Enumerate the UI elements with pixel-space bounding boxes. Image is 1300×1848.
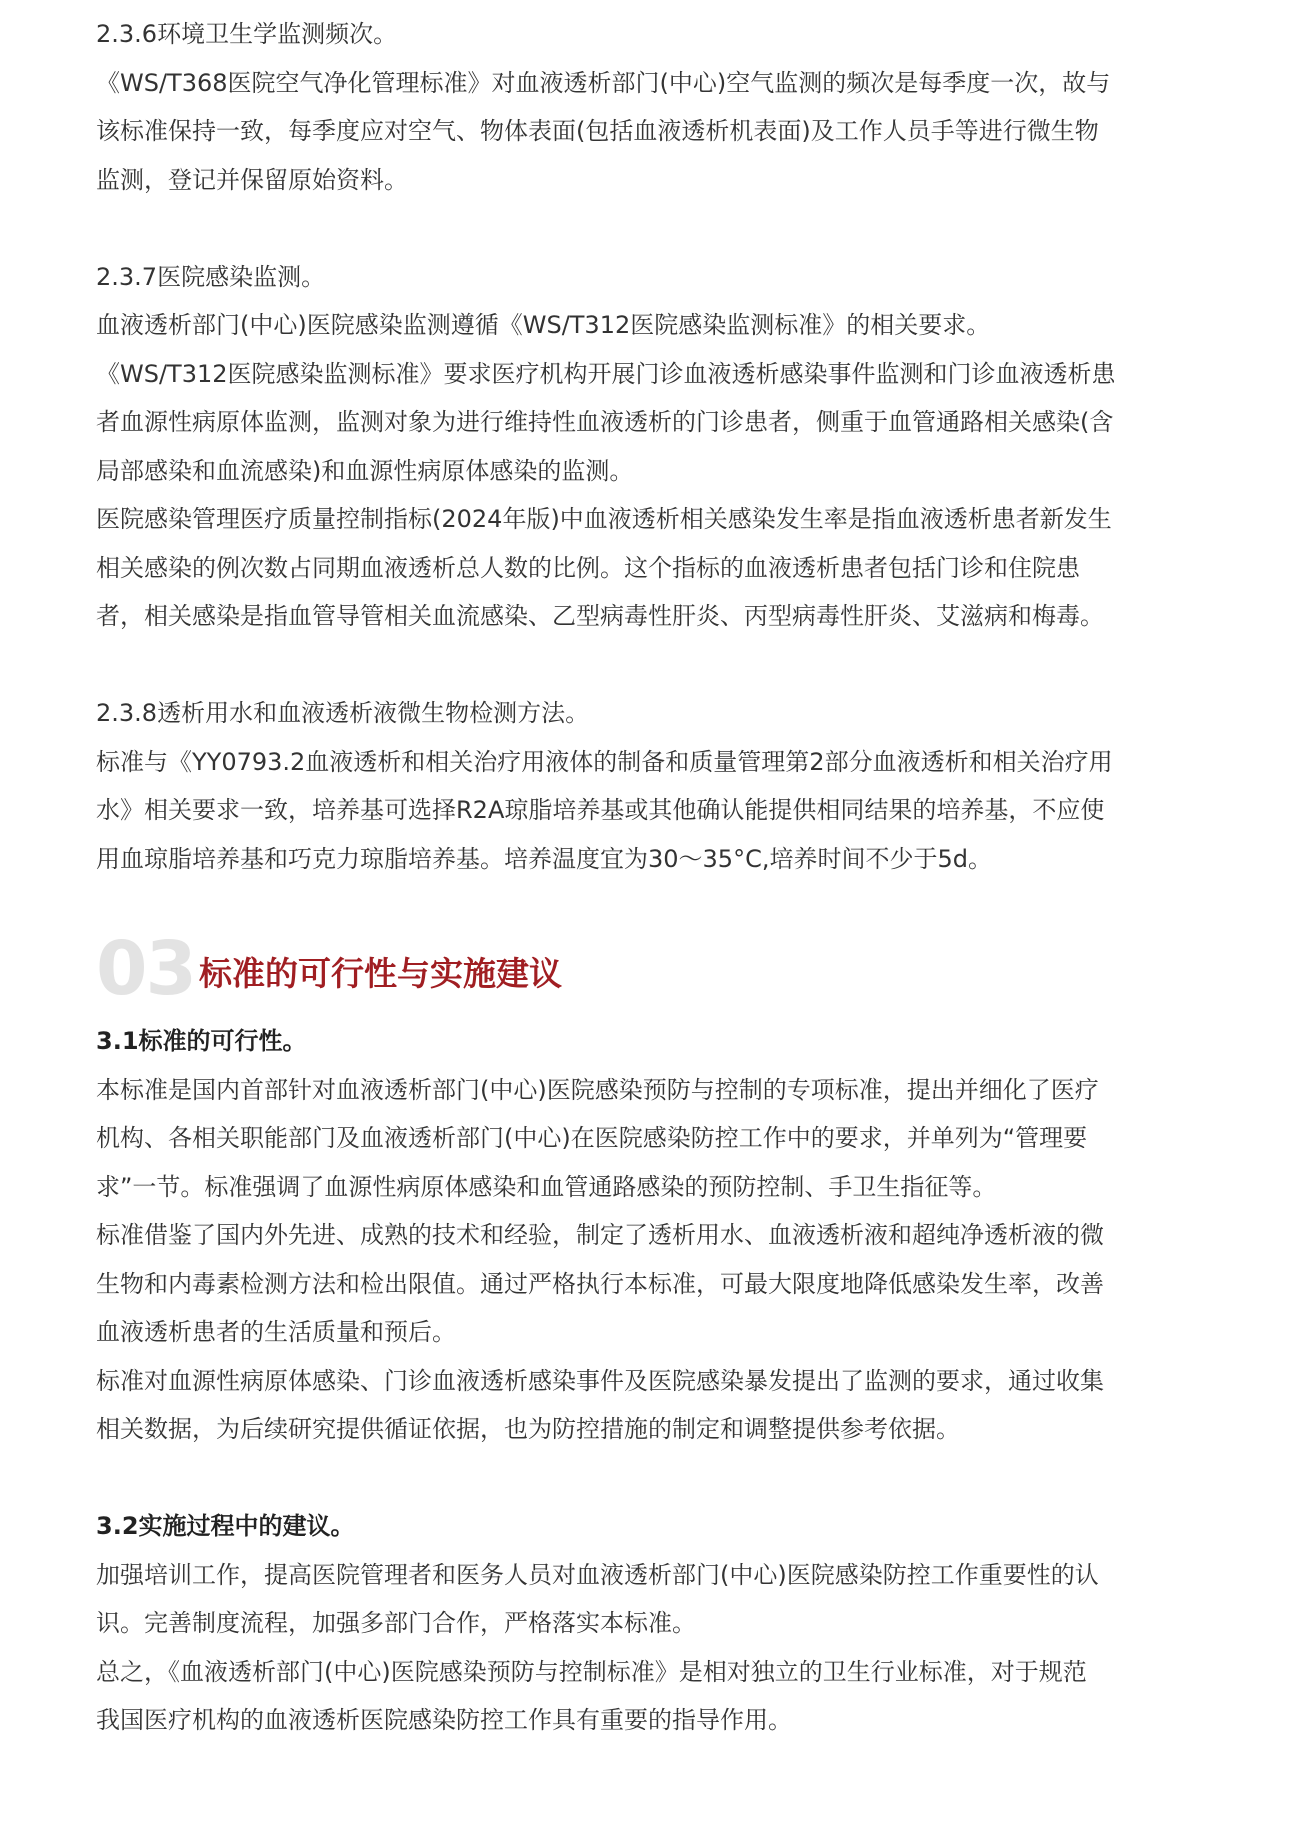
section-heading: 2.3.6环境卫生学监测频次。 [96, 20, 398, 48]
text-line: 求”一节。标准强调了血源性病原体感染和血管通路感染的预防控制、手卫生指征等。 [96, 1172, 997, 1201]
text-line: 局部感染和血流感染)和血源性病原体感染的监测。 [96, 456, 634, 485]
text-line: 标准借鉴了国内外先进、成熟的技术和经验，制定了透析用水、血液透析液和超纯净透析液的微 [96, 1221, 1104, 1249]
text-line: 《WS/T368医院空气净化管理标准》对血液透析部门(中心)空气监测的频次是每季度一次，故与 [96, 68, 1111, 97]
paragraph-spacer [96, 641, 1206, 690]
text-line: 血液透析部门(中心)医院感染监测遵循《WS/T312医院感染监测标准》的相关要求。 [96, 311, 991, 339]
text-line: 者血源性病原体监测，监测对象为进行维持性血液透析的门诊患者，侧重于血管通路相关感染(含 [96, 408, 1114, 436]
section-2-3-7 [96, 253, 1206, 641]
text-line: 《WS/T312医院感染监测标准》要求医疗机构开展门诊血液透析感染事件监测和门诊血液透析患 [96, 359, 1116, 388]
section-3-1 [96, 1017, 1206, 1454]
text-line: 总之，《血液透析部门(中心)医院感染预防与控制标准》是相对独立的卫生行业标准，对于规范 [96, 1657, 1087, 1686]
text-line: 机构、各相关职能部门及血液透析部门(中心)在医院感染防控工作中的要求，并单列为“管理要 [96, 1124, 1088, 1152]
text-line: 血液透析患者的生活质量和预后。 [96, 1318, 456, 1346]
section-03-header [96, 921, 1206, 1017]
text-line: 我国医疗机构的血液透析医院感染防控工作具有重要的指导作用。 [96, 1706, 792, 1734]
paragraph-spacer [96, 204, 1206, 253]
text-line: 本标准是国内首部针对血液透析部门(中心)医院感染预防与控制的专项标准，提出并细化了医疗 [96, 1075, 1099, 1104]
subsection-heading: 3.1标准的可行性。 [96, 1027, 307, 1055]
text-line: 相关感染的例次数占同期血液透析总人数的比例。这个指标的血液透析患者包括门诊和住院患 [96, 553, 1080, 582]
text-line: 用血琼脂培养基和巧克力琼脂培养基。培养温度宜为30～35°C,培养时间不少于5d。 [96, 844, 992, 873]
text-line: 水》相关要求一致，培养基可选择R2A琼脂培养基或其他确认能提供相同结果的培养基，不应使 [96, 796, 1105, 824]
section-heading: 2.3.8透析用水和血液透析液微生物检测方法。 [96, 699, 590, 727]
text-line: 监测，登记并保留原始资料。 [96, 165, 408, 194]
text-line: 标准对血源性病原体感染、门诊血液透析感染事件及医院感染暴发提出了监测的要求，通过收集 [96, 1366, 1104, 1395]
text-line: 识。完善制度流程，加强多部门合作，严格落实本标准。 [96, 1609, 696, 1637]
text-line: 标准与《YY0793.2血液透析和相关治疗用液体的制备和质量管理第2部分血液透析和相关治疗用 [96, 747, 1113, 776]
article-body [96, 10, 1206, 1745]
text-line: 加强培训工作，提高医院管理者和医务人员对血液透析部门(中心)医院感染防控工作重要性的认 [96, 1560, 1099, 1589]
subsection-heading: 3.2实施过程中的建议。 [96, 1512, 355, 1540]
text-line: 相关数据，为后续研究提供循证依据，也为防控措施的制定和调整提供参考依据。 [96, 1415, 960, 1443]
text-line: 者，相关感染是指血管导管相关血流感染、乙型病毒性肝炎、丙型病毒性肝炎、艾滋病和梅毒。 [96, 602, 1104, 630]
section-2-3-6 [96, 10, 1206, 204]
section-3-2 [96, 1502, 1206, 1745]
text-line: 医院感染管理医疗质量控制指标(2024年版)中血液透析相关感染发生率是指血液透析患者新发生 [96, 505, 1112, 533]
paragraph-spacer [96, 1454, 1206, 1503]
section-heading: 2.3.7医院感染监测。 [96, 262, 326, 291]
section-number: 03 [96, 926, 195, 1012]
text-line: 生物和内毒素检测方法和检出限值。通过严格执行本标准，可最大限度地降低感染发生率，改善 [96, 1269, 1104, 1298]
section-2-3-8 [96, 689, 1206, 883]
text-line: 该标准保持一致，每季度应对空气、物体表面(包括血液透析机表面)及工作人员手等进行微生物 [96, 117, 1099, 145]
section-title: 标准的可行性与实施建议 [198, 954, 562, 993]
